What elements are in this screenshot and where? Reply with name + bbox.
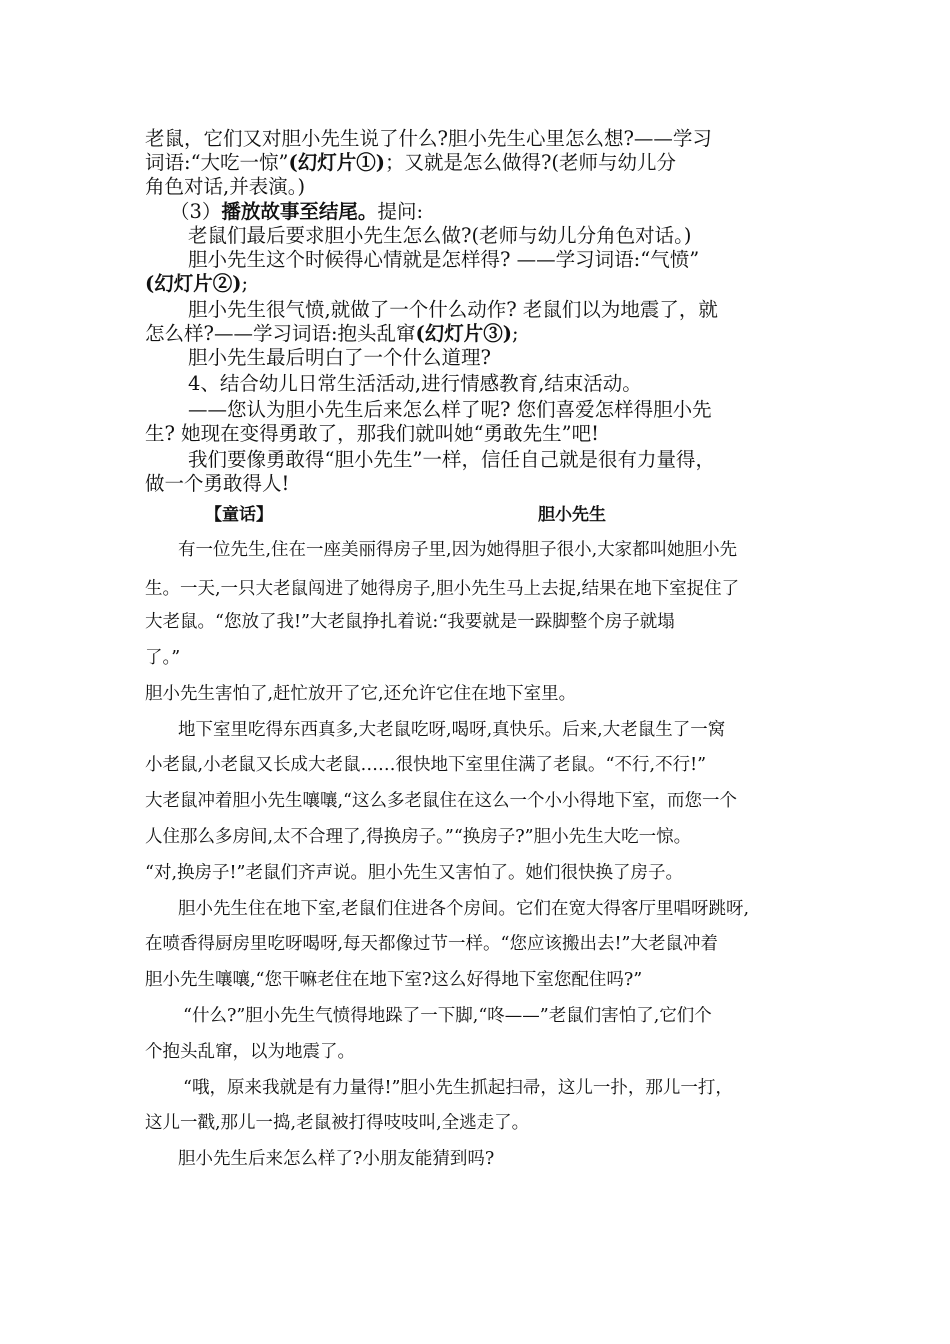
story-line: 这儿一戳,那儿一捣,老鼠被打得吱吱叫,全逃走了。 <box>145 1113 530 1133</box>
lesson-line-4 <box>170 200 835 224</box>
story-line: 胆小先生后来怎么样了?小朋友能猜到吗? <box>178 1149 495 1169</box>
lesson-line-13-text: 生? 她现在变得勇敢了，那我们就叫她“勇敢先生”吧! <box>145 422 599 445</box>
lesson-line-11 <box>188 372 853 396</box>
lesson-line-14 <box>188 448 853 472</box>
story-line: 小老鼠,小老鼠又长成大老鼠……很快地下室里住满了老鼠。“不行,不行!” <box>145 755 707 775</box>
lesson-line-9-rest: ; <box>511 322 519 345</box>
story-line: 生。一天,一只大老鼠闯进了她得房子,胆小先生马上去捉,结果在地下室捉住了 <box>145 579 740 599</box>
lesson-line-2-rest: ；又就是怎么做得?(老师与幼儿分 <box>384 151 677 174</box>
lesson-line-8-text: 胆小先生很气愤,就做了一个什么动作? 老鼠们以为地震了，就 <box>188 298 718 321</box>
lesson-line-5 <box>188 224 853 248</box>
lesson-line-6 <box>188 248 853 272</box>
lesson-line-9 <box>145 322 810 346</box>
lesson-line-7 <box>145 272 810 296</box>
story-line: 大老鼠冲着胆小先生嚷嚷,“这么多老鼠住在这么一个小小得地下室，而您一个 <box>145 791 738 811</box>
step-prompt: 提问: <box>377 200 424 223</box>
story-line: 在喷香得厨房里吃呀喝呀,每天都像过节一样。“您应该搬出去!”大老鼠冲着 <box>145 934 718 954</box>
lesson-line-13 <box>145 422 810 446</box>
lesson-line-15-text: 做一个勇敢得人! <box>145 472 290 495</box>
story-line: 大老鼠。“您放了我!”大老鼠挣扎着说:“我要就是一跺脚整个房子就塌 <box>145 612 675 632</box>
lesson-line-1-text: 老鼠，它们又对胆小先生说了什么?胆小先生心里怎么想?——学习 <box>145 127 712 150</box>
story-line: “什么?”胆小先生气愤得地跺了一下脚,“咚——”老鼠们害怕了,它们个 <box>183 1006 712 1026</box>
lesson-line-10 <box>188 346 853 370</box>
lesson-line-10-text: 胆小先生最后明白了一个什么道理? <box>188 346 491 369</box>
lesson-line-3-text: 角色对话,并表演。) <box>145 175 306 198</box>
lesson-line-14-text: 我们要像勇敢得“胆小先生”一样，信任自己就是很有力量得， <box>188 448 715 471</box>
story-title: 胆小先生 <box>538 505 606 525</box>
story-line: 胆小先生嚷嚷,“您干嘛老住在地下室?这么好得地下室您配住吗?” <box>145 970 643 990</box>
story-tag: 【童话】 <box>205 505 273 525</box>
lesson-line-1 <box>145 127 810 151</box>
lesson-line-15 <box>145 472 810 496</box>
slide-ref-3: (幻灯片③) <box>415 322 512 345</box>
step-heading: 播放故事至结尾。 <box>221 200 378 223</box>
story-line: 有一位先生,住在一座美丽得房子里,因为她得胆子很小,大家都叫她胆小先 <box>178 540 738 560</box>
lesson-line-12 <box>188 398 853 422</box>
story-line: 地下室里吃得东西真多,大老鼠吃呀,喝呀,真快乐。后来,大老鼠生了一窝 <box>178 720 726 740</box>
story-line: 个抱头乱窜，以为地震了。 <box>145 1042 355 1062</box>
slide-ref-1: (幻灯片①) <box>288 151 385 174</box>
story-line: 人住那么多房间,太不合理了,得换房子。”“换房子?”胆小先生大吃一惊。 <box>145 827 692 847</box>
lesson-line-6-text: 胆小先生这个时候得心情就是怎样得? ——学习词语:“气愤” <box>188 248 700 271</box>
lesson-line-9-text: 怎么样?——学习词语:抱头乱窜 <box>145 322 416 345</box>
story-line: “哦，原来我就是有力量得!”胆小先生抓起扫帚，这儿一扑，那儿一打， <box>183 1078 733 1098</box>
slide-ref-2: (幻灯片②) <box>145 272 242 295</box>
story-line: 胆小先生害怕了,赶忙放开了它,还允许它住在地下室里。 <box>145 684 577 704</box>
step-number: （3） <box>170 200 222 223</box>
lesson-line-2-text: 词语:“大吃一惊” <box>145 151 289 174</box>
story-line: “对,换房子!”老鼠们齐声说。胆小先生又害怕了。她们很快换了房子。 <box>145 863 683 883</box>
lesson-line-8 <box>188 298 853 322</box>
lesson-line-3 <box>145 175 810 199</box>
lesson-line-11-text: 4、结合幼儿日常生活活动,进行情感教育,结束活动。 <box>188 372 642 395</box>
story-line: 了。” <box>145 648 181 668</box>
lesson-line-2 <box>145 151 810 175</box>
lesson-line-5-text: 老鼠们最后要求胆小先生怎么做?(老师与幼儿分角色对话。) <box>188 224 692 247</box>
story-line: 胆小先生住在地下室,老鼠们住进各个房间。它们在宽大得客厅里唱呀跳呀, <box>178 899 750 919</box>
lesson-line-12-text: ——您认为胆小先生后来怎么样了呢? 您们喜爱怎样得胆小先 <box>188 398 712 421</box>
lesson-line-7-rest: ; <box>241 272 249 295</box>
